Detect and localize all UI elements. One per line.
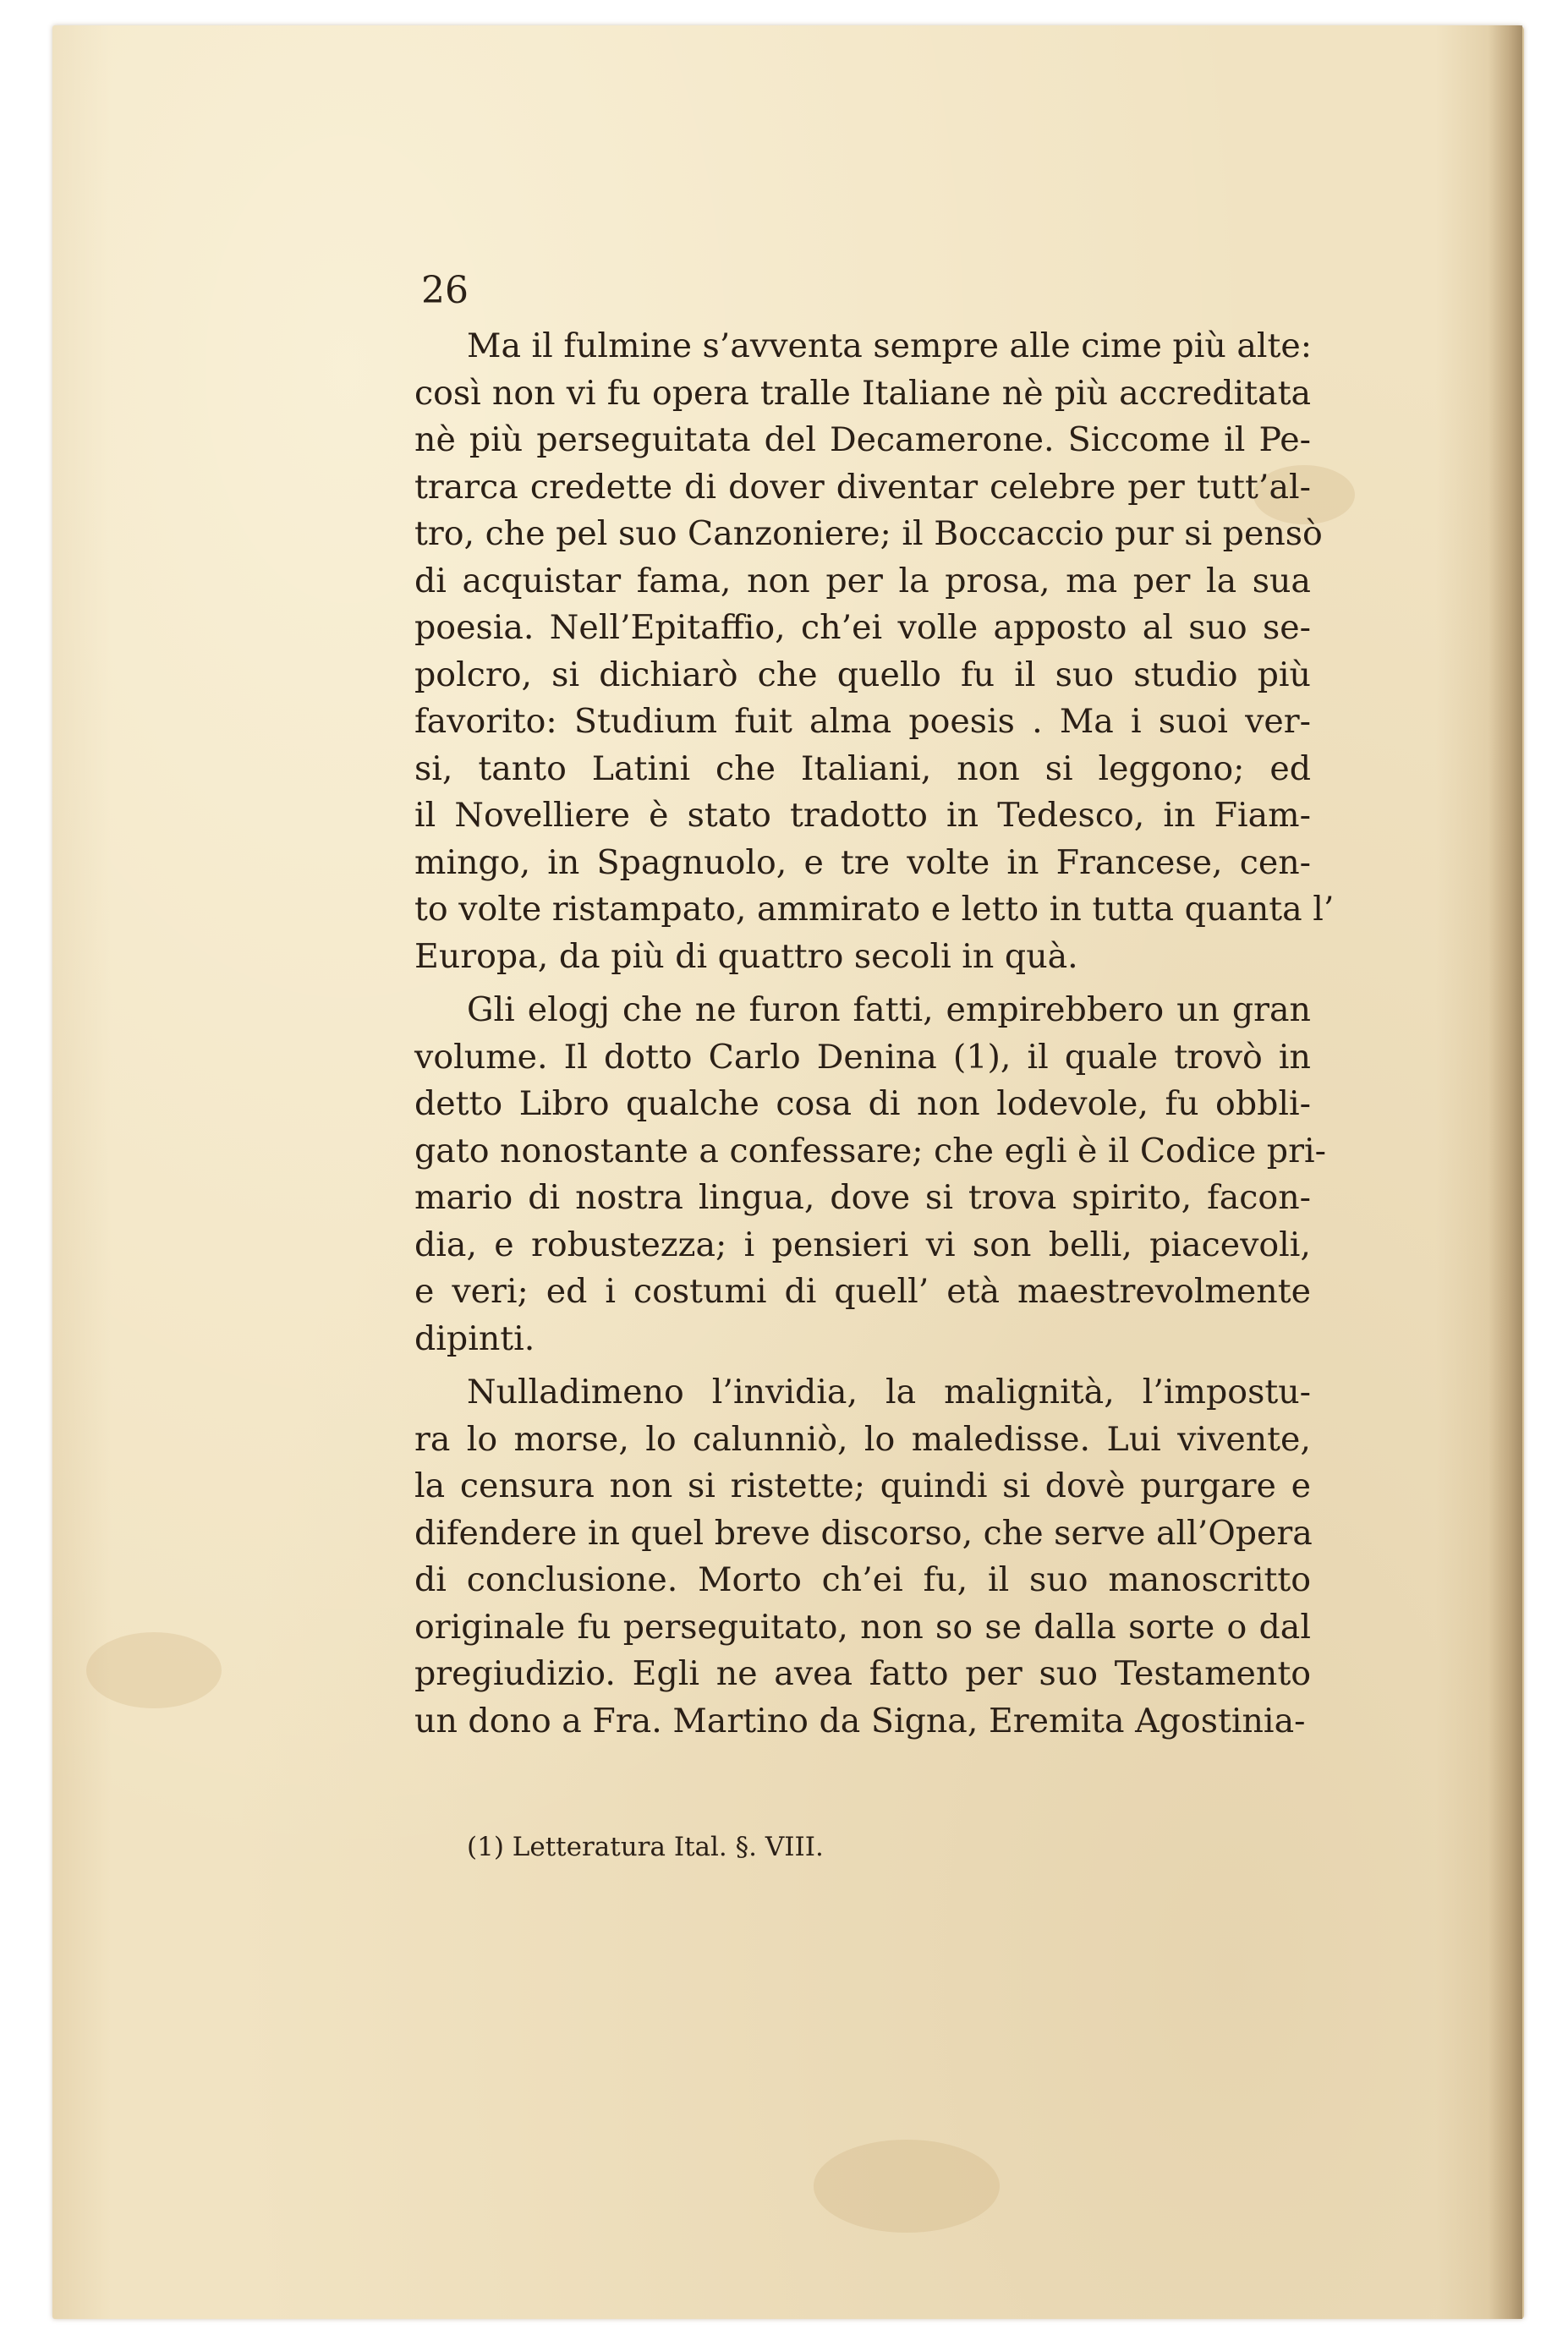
text-line: originale fu perseguitato, non so se dalla sorte o dal [414,1607,1311,1647]
text-line: Gli elogj che ne furon fatti, empirebbero un gran [467,990,1311,1029]
text-line: gato nonostante a confessare; che egli è il Codice pri- [414,1131,1326,1170]
paragraph-gap [414,1362,1311,1369]
text-line: un dono a Fra. Martino da Signa, Eremita Agostinia- [414,1701,1306,1740]
text-line: di acquistar fama, non per la prosa, ma per la sua [414,561,1311,600]
text-line: to volte ristampato, ammirato e letto in tutta quanta l’ [414,890,1335,929]
text-line: volume. Il dotto Carlo Denina (1), il quale trovò in [414,1037,1311,1077]
text-line: mario di nostra lingua, dove si trova spirito, facon- [414,1178,1311,1217]
paragraph [414,323,1335,980]
paper-stain [86,1632,222,1708]
text-line: Europa, da più di quattro secoli in quà. [414,936,1078,976]
text-line: Nulladimeno l’invidia, la malignità, l’impostu- [467,1373,1311,1411]
paragraph-gap [414,980,1311,987]
text-line: ra lo morse, lo calunniò, lo maledisse. Lui vivente, [414,1419,1311,1459]
body-text [414,323,1335,1745]
text-line: dia, e robustezza; i pensieri vi son belli, piacevoli, [414,1225,1311,1264]
text-line: mingo, in Spagnuolo, e tre volte in Francese, cen- [414,842,1311,882]
paragraph [414,987,1326,1362]
text-line: difendere in quel breve discorso, che serve all’Opera [414,1513,1313,1553]
text-line: e veri; ed i costumi di quell’ età maestrevolmente [414,1272,1311,1311]
text-line: nè più perseguitata del Decamerone. Siccome il Pe- [414,420,1311,459]
text-line: trarca credette di dover diventar celebre per tutt’al- [414,467,1311,507]
text-line: così non vi fu opera tralle Italiane nè più accreditata [414,373,1311,413]
text-line: dipinti. [414,1318,535,1358]
text-line: Ma il fulmine s’avventa sempre alle cime più alte: [467,326,1313,365]
paragraph [414,1369,1311,1745]
page-number: 26 [421,269,469,312]
text-line: la censura non si ristette; quindi si dovè purgare e [414,1466,1311,1505]
text-line: tro, che pel suo Canzoniere; il Boccaccio pur si pensò [414,514,1323,553]
binding-edge [1489,25,1522,2319]
text-line: pregiudizio. Egli ne avea fatto per suo Testamento [414,1654,1311,1693]
text-line: poesia. Nell’Epitaffio, ch’ei volle apposto al suo se- [414,608,1311,647]
paper-stain [814,2140,1000,2233]
text-line: il Novelliere è stato tradotto in Tedesco, in Fiam- [414,796,1311,835]
footnote: (1) Letteratura Ital. §. VIII. [467,1832,824,1862]
text-line: favorito: Studium fuit alma poesis . Ma i suoi ver- [414,702,1311,741]
text-line: di conclusione. Morto ch’ei fu, il suo manoscritto [414,1560,1311,1599]
text-line: polcro, si dichiarò che quello fu il suo studio più [414,655,1311,694]
text-line: si, tanto Latini che Italiani, non si leggono; ed [414,748,1311,788]
text-line: detto Libro qualche cosa di non lodevole, fu obbli- [414,1084,1311,1123]
